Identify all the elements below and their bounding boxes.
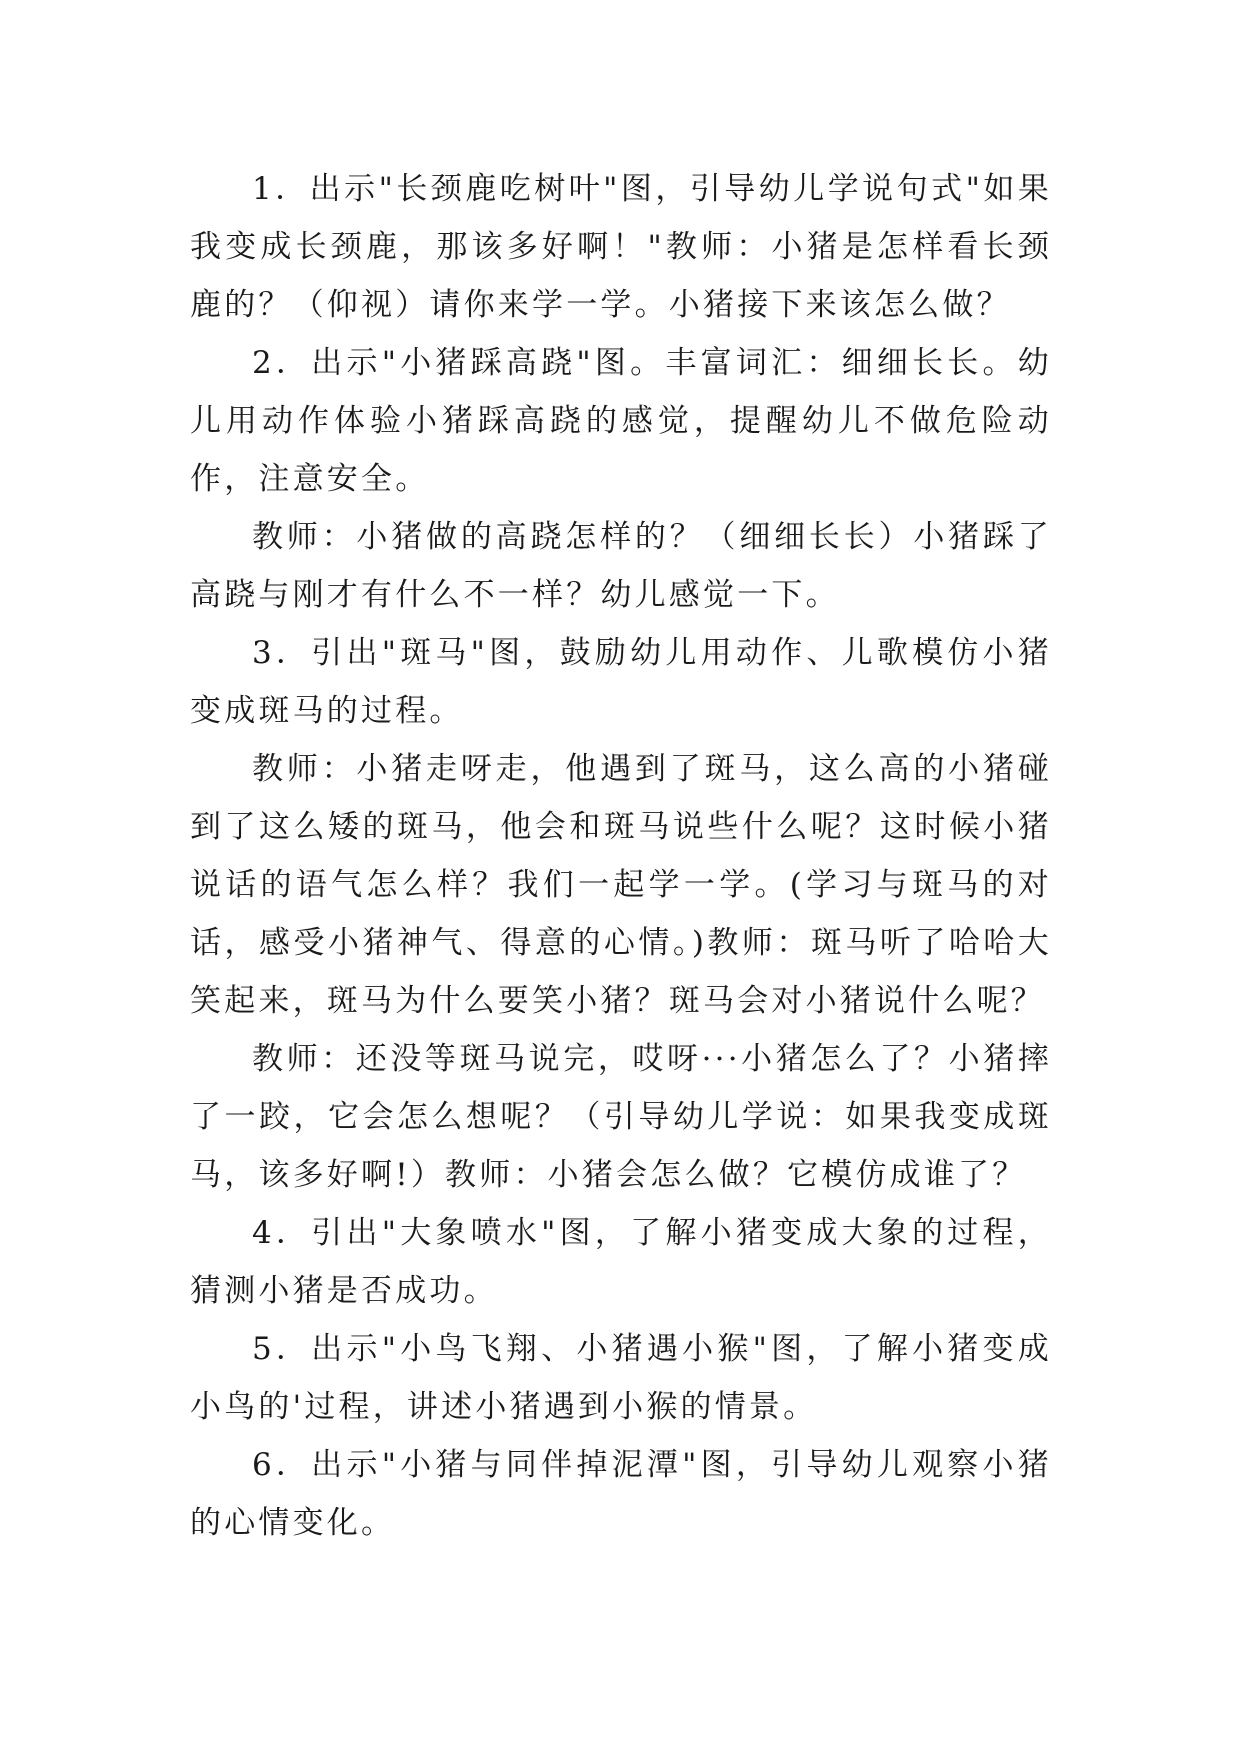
paragraph-step-4: 4．引出"大象喷水"图，了解小猪变成大象的过程，猜测小猪是否成功。 [190,1215,1052,1309]
paragraph-step-2: 2．出示"小猪踩高跷"图。丰富词汇：细细长长。幼儿用动作体验小猪踩高跷的感觉，提醒幼儿不做危险动作，注意安全。 [190,345,1052,497]
paragraph-step-6: 6．出示"小猪与同伴掉泥潭"图，引导幼儿观察小猪的心情变化。 [190,1447,1052,1541]
paragraph-teacher-fall: 教师：还没等斑马说完，哎呀···小猪怎么了？小猪摔了一跤，它会怎么想呢？（引导幼儿学说：如果我变成斑马，该多好啊!）教师：小猪会怎么做？它模仿成谁了？ [190,1041,1052,1193]
paragraph-step-1: 1．出示"长颈鹿吃树叶"图，引导幼儿学说句式"如果我变成长颈鹿，那该多好啊！"教师：小猪是怎样看长颈鹿的？（仰视）请你来学一学。小猪接下来该怎么做？ [190,171,1052,323]
document-body [190,160,1052,1552]
paragraph-step-5: 5．出示"小鸟飞翔、小猪遇小猴"图，了解小猪变成小鸟的'过程，讲述小猪遇到小猴的情景。 [190,1331,1052,1425]
paragraph-step-3: 3．引出"斑马"图，鼓励幼儿用动作、儿歌模仿小猪变成斑马的过程。 [190,635,1052,729]
paragraph-teacher-stilts: 教师：小猪做的高跷怎样的？（细细长长）小猪踩了高跷与刚才有什么不一样？幼儿感觉一下。 [190,519,1052,613]
paragraph-teacher-zebra: 教师：小猪走呀走，他遇到了斑马，这么高的小猪碰到了这么矮的斑马，他会和斑马说些什么呢？这时候小猪说话的语气怎么样？我们一起学一学。(学习与斑马的对话，感受小猪神气、得意的心情。)教师：斑马听了哈哈大笑起来，斑马为什么要笑小猪？斑马会对小猪说什么呢？ [190,751,1052,1019]
